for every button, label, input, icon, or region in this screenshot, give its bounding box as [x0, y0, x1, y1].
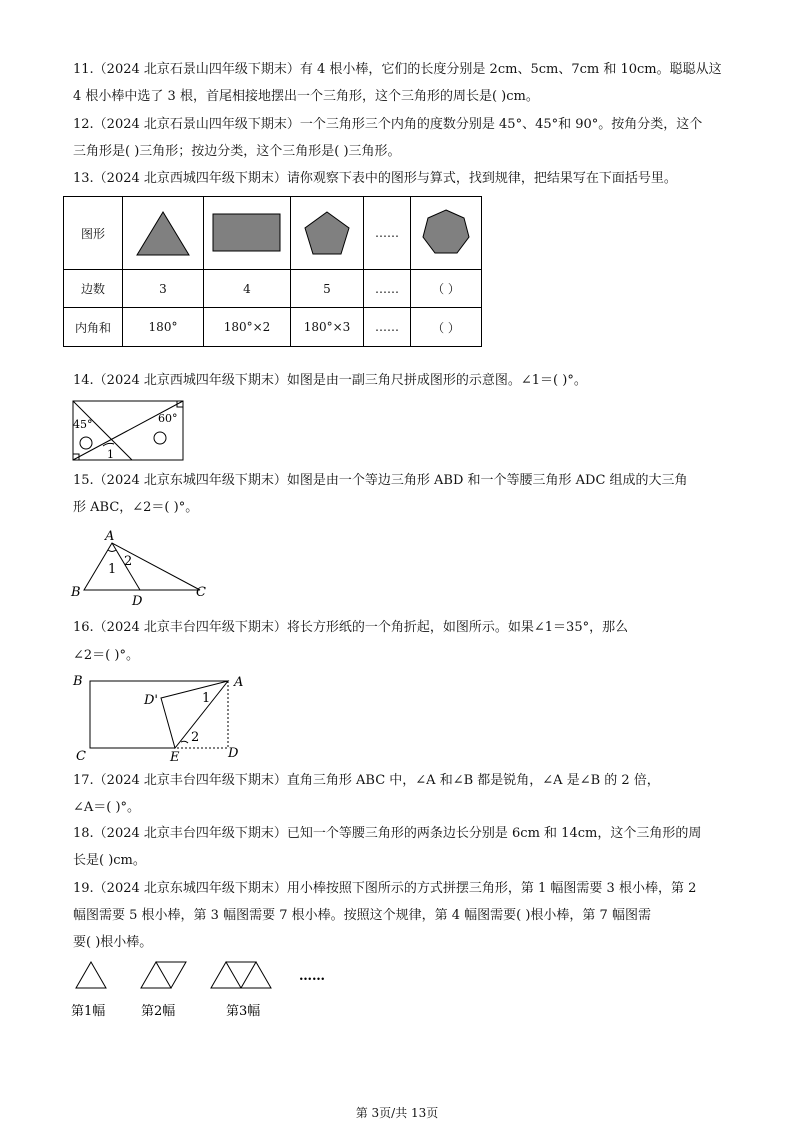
- q19-line2: 幅图需要 5 根小棒，第 3 幅图需要 7 根小棒。按照这个规律，第 4 幅图需要( )根小棒，第 7 幅图需: [73, 908, 651, 923]
- sides-cell: 4: [204, 270, 291, 308]
- q17-line2: ∠A＝( )°。: [73, 800, 141, 815]
- fig16-label-Dprime: D': [144, 693, 158, 708]
- q19-line1: 19.（2024 北京东城四年级下期末）用小棒按照下图所示的方式拼摆三角形，第 1 幅图需要 3 根小棒，第 2: [73, 881, 697, 896]
- q11-line1: 11.（2024 北京石景山四年级下期末）有 4 根小棒，它们的长度分别是 2cm、5cm、7cm 和 10cm。聪聪从这: [73, 62, 722, 77]
- fig16-angle-2: 2: [191, 730, 200, 745]
- angle-cell: ……: [364, 308, 411, 347]
- pentagon-shape: [291, 202, 363, 262]
- sides-cell: 5: [291, 270, 364, 308]
- fig16-label-B: B: [73, 674, 83, 689]
- row-label-shape: 图形: [64, 197, 123, 270]
- q18-line1: 18.（2024 北京丰台四年级下期末）已知一个等腰三角形的两条边长分别是 6cm 和 14cm，这个三角形的周: [73, 826, 702, 841]
- q14-line1: 14.（2024 北京西城四年级下期末）如图是由一副三角尺拼成图形的示意图。∠1＝( )°。: [73, 373, 587, 388]
- fig19-caption-1: 第1幅: [71, 1004, 106, 1019]
- sides-answer-blank: （ ）: [411, 270, 482, 308]
- fig19-triangle-pattern: [65, 958, 345, 1020]
- fig15-angle-1: 1: [108, 562, 117, 577]
- fig14-label-1: 1: [107, 448, 114, 461]
- q16-line1: 16.（2024 北京丰台四年级下期末）将长方形纸的一个角折起，如图所示。如果∠1＝35°，那么: [73, 620, 629, 635]
- fig14-label-45: 45°: [73, 418, 93, 431]
- shape-angle-table: [63, 196, 482, 347]
- triangle-cell: [123, 197, 204, 270]
- fig14-set-squares: [70, 398, 186, 463]
- pentagon-cell: [291, 197, 364, 270]
- fig15-label-D: D: [132, 594, 143, 608]
- fig15-label-C: C: [196, 585, 206, 600]
- shape-ellipsis: ……: [364, 197, 411, 270]
- sides-cell: ……: [364, 270, 411, 308]
- angles-answer-blank: （ ）: [411, 308, 482, 347]
- fig15-angle-2: 2: [124, 554, 133, 569]
- fig15-triangle-abc: [68, 526, 218, 608]
- angle-cell: 180°×3: [291, 308, 364, 347]
- fig16-label-A: A: [234, 675, 244, 690]
- angle-cell: 180°: [123, 308, 204, 347]
- fig19-ellipsis: ……: [299, 969, 325, 984]
- fig19-caption-2: 第2幅: [141, 1004, 176, 1019]
- fig16-label-D: D: [228, 746, 239, 761]
- q15-line1: 15.（2024 北京东城四年级下期末）如图是由一个等边三角形 ABD 和一个等腰三角形 ADC 组成的大三角: [73, 473, 688, 488]
- angle-cell: 180°×2: [204, 308, 291, 347]
- q18-line2: 长是( )cm。: [73, 853, 146, 868]
- page-footer: 第 3页/共 13页: [355, 1106, 439, 1120]
- heptagon-cell: [411, 197, 482, 270]
- fig19-caption-3: 第3幅: [226, 1004, 261, 1019]
- heptagon-shape: [411, 202, 481, 262]
- rectangle-cell: [204, 197, 291, 270]
- q12-line2: 三角形是( )三角形；按边分类，这个三角形是( )三角形。: [73, 144, 401, 159]
- fig15-label-A: A: [105, 529, 115, 544]
- row-label-angles: 内角和: [64, 308, 123, 347]
- q19-line3: 要( )根小棒。: [73, 935, 153, 950]
- row-label-sides: 边数: [64, 270, 123, 308]
- sides-cell: 3: [123, 270, 204, 308]
- q17-line1: 17.（2024 北京丰台四年级下期末）直角三角形 ABC 中，∠A 和∠B 都是锐角，∠A 是∠B 的 2 倍，: [73, 773, 660, 788]
- triangle-shape: [123, 202, 203, 262]
- q11-line2: 4 根小棒中选了 3 根，首尾相接地摆出一个三角形，这个三角形的周长是( )cm。: [73, 89, 539, 104]
- fig14-label-60: 60°: [158, 412, 178, 425]
- q15-line2: 形 ABC，∠2＝( )°。: [73, 500, 199, 515]
- fig16-angle-1: 1: [202, 691, 211, 706]
- fig16-folded-rectangle: [68, 668, 258, 764]
- q13-line1: 13.（2024 北京西城四年级下期末）请你观察下表中的图形与算式，找到规律，把结果写在下面括号里。: [73, 171, 677, 186]
- q16-line2: ∠2＝( )°。: [73, 648, 139, 663]
- rectangle-shape: [204, 202, 290, 262]
- fig15-label-B: B: [71, 585, 81, 600]
- fig16-label-E: E: [170, 750, 180, 764]
- q12-line1: 12.（2024 北京石景山四年级下期末）一个三角形三个内角的度数分别是 45°、45°和 90°。按角分类，这个: [73, 117, 703, 132]
- fig16-label-C: C: [76, 749, 86, 764]
